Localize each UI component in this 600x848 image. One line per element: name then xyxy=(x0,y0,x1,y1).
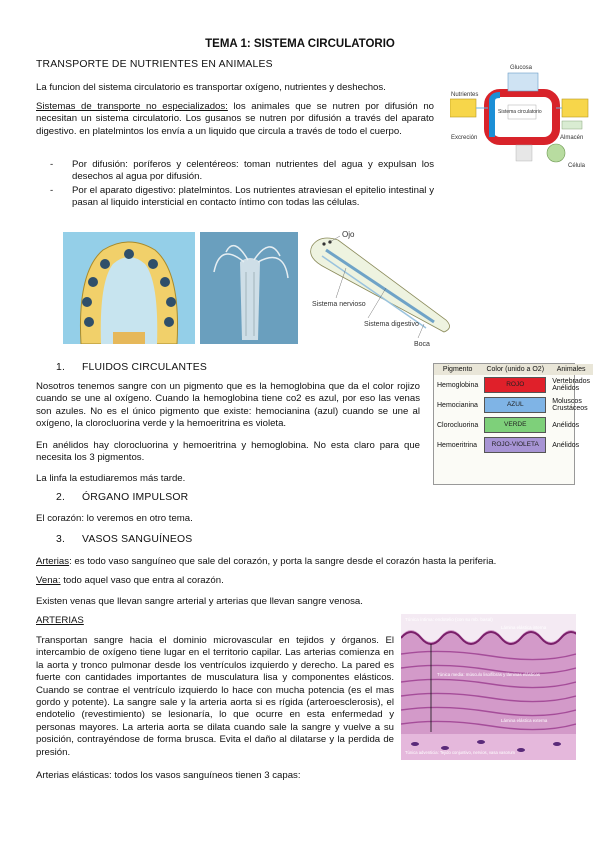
no-especializados-label: Sistemas de transporte no especializados: xyxy=(36,101,228,112)
vena-definition xyxy=(36,575,576,587)
organo-paragraph: El corazón: lo veremos en otro tema. xyxy=(36,513,193,524)
pigment-row xyxy=(434,395,593,415)
heading-vasos xyxy=(56,534,192,545)
page-title: TEMA 1: SISTEMA CIRCULATORIO xyxy=(205,38,395,50)
pigment-color-swatch: ROJO xyxy=(484,377,546,393)
section-heading-transporte: TRANSPORTE DE NUTRIENTES EN ANIMALES xyxy=(36,59,273,70)
heading-organo xyxy=(56,492,188,503)
diagram-label-almacen: Almacén xyxy=(560,135,584,141)
histology-svg xyxy=(401,614,576,760)
hydra-svg xyxy=(200,232,298,344)
pigment-row xyxy=(434,415,593,435)
heading-vasos-number: 3. xyxy=(56,534,66,545)
sponge-image xyxy=(63,232,195,344)
heading-organo-number: 2. xyxy=(56,492,66,503)
histology-label-adventicia: Túnica adventicia: Tejido conjuntivo, nervios, vasa vasorum xyxy=(405,750,516,755)
pigment-name: Hemocianina xyxy=(437,401,478,409)
flatworm-svg xyxy=(306,228,456,348)
arterias-label: Arterias xyxy=(36,556,70,567)
venas-arteriales-paragraph: Existen venas que llevan sangre arterial y arterias que llevan sangre venosa. xyxy=(36,596,363,607)
pigment-animals: Anélidos xyxy=(552,421,580,429)
flatworm-illustration xyxy=(306,228,456,348)
pigment-color-swatch: AZUL xyxy=(484,397,546,413)
histology-label-media: Túnica media: músculo liso/fibras y láminas elásticas xyxy=(437,672,540,677)
pigment-animals: Moluscos Crustáceos xyxy=(552,398,588,412)
pigment-header-color: Color (unido a O2) xyxy=(486,366,545,373)
circulatory-diagram-svg xyxy=(450,55,598,175)
pigment-header-animales: Animales xyxy=(556,366,586,373)
arterias-definition-text: : es todo vaso sanguíneo que sale del corazón, y porta la sangre desde el corazón hasta la periferia. xyxy=(69,556,497,567)
histology-label-intima: Túnica íntima: endotelio (con su mb. basal) xyxy=(405,617,493,622)
diagram-label-sistema: Sistema circulatorio xyxy=(498,109,542,115)
diagram-label-celula: Célula xyxy=(568,163,586,169)
diagram-label-excrecion: Excreción xyxy=(451,135,478,141)
hydra-image xyxy=(200,232,298,344)
flatworm-label-sistema-nervioso: Sistema nervioso xyxy=(312,301,366,308)
no-especializados-text: los animales que se nutren por difusión no necesitan un sistema circulatorio. Los gusanos se nutren por difusión a través del aparato digestivo. en platelmintos los envía a un liquido que circula a través de todo el cuerpo. xyxy=(36,101,434,137)
arterias-paragraph: Transportan sangre hacia el dominio microvascular en tejidos y órganos. El intercambio de oxígeno tiene lugar en el territorio capilar. Las arterias comienza en la aorta y tronco pulmonar desde los ventrículos izquierdo y derecho. La pared es fuerte con cantidades importantes de musculatura lisa y componentes elásticos. Cuando se contrae el ventrículo izquierdo lo hace con mucha potencia (es el mas gordo y potente). La sangre sale y la arteria aorta si es rígida (arteroesclerosis), el endotelio (revestimiento) se lesionaría, lo que ocurre en esta enfermedad y personas mayores. La arteria aorta se dilata cuando sale la sangre y vuelve a su posición, contrayéndose de forma brusca. Evita el daño al dilatarse y la perdida de presión. xyxy=(36,635,394,758)
heading-fluidos xyxy=(56,362,207,373)
heading-fluidos-text: FLUIDOS CIRCULANTES xyxy=(82,362,208,373)
heading-fluidos-number: 1. xyxy=(56,362,66,373)
intro-paragraph: La funcion del sistema circulatorio es transportar oxígeno, nutrientes y deshechos. xyxy=(36,82,386,93)
fluidos-paragraph-3: La linfa la estudiaremos más tarde. xyxy=(36,473,186,484)
bullet-aparato-digestivo: - Por el aparato digestivo: platelmintos. Los nutrientes atraviesan el epitelio intestinal y pasan al liquido intersticial en contacto íntimo con todas las células. xyxy=(46,185,434,210)
diagram-label-glucosa: Glucosa xyxy=(510,65,533,71)
pigment-name: Hemoeritrina xyxy=(437,441,478,449)
heading-organo-text: ÓRGANO IMPULSOR xyxy=(82,492,189,503)
pigment-table-box xyxy=(433,363,590,485)
transport-bullets xyxy=(46,159,434,210)
pigment-name: Hemoglobina xyxy=(437,381,479,389)
histology-label-elastica-interna: Lámina elástica interna xyxy=(501,625,547,630)
diagram-label-nutrientes: Nutrientes xyxy=(451,92,479,98)
fluidos-paragraph-1: Nosotros tenemos sangre con un pigmento que es la hemoglobina que da el color rojizo cuando se une al oxígeno. Cuando la hemoglobina tiene co2 es azul, por eso las venas son azules. No es el único pigmento que existe: hemocianina (azul) cuando se une al oxígeno, la clorocluorina verde y la hemoeritrina es violeta. xyxy=(36,381,420,430)
artery-histology-image xyxy=(401,614,576,760)
pigment-name: Clorocluorina xyxy=(437,421,479,429)
pigment-animals: Anélidos xyxy=(552,441,580,449)
arterias-definition xyxy=(36,556,576,568)
heading-vasos-text: VASOS SANGUÍNEOS xyxy=(82,534,193,545)
pigment-color-swatch: VERDE xyxy=(484,417,546,433)
pigment-animals: Vertebrados Anélidos xyxy=(552,378,590,392)
circulatory-diagram xyxy=(450,55,598,175)
pigment-color-swatch: ROJO-VIOLETA xyxy=(484,437,546,453)
no-especializados-paragraph xyxy=(36,101,434,138)
arterias-heading: ARTERIAS xyxy=(36,615,84,626)
flatworm-label-boca: Boca xyxy=(414,341,430,348)
pigment-header-pigmento: Pigmento xyxy=(442,366,473,373)
sponge-svg xyxy=(63,232,195,344)
vena-definition-text: todo aquel vaso que entra al corazón. xyxy=(60,575,224,586)
flatworm-label-sistema-digestivo: Sistema digestivo xyxy=(364,321,419,328)
histology-label-elastica-externa: Lámina elástica externa xyxy=(501,718,548,723)
bullet-difusion: - Por difusión: poríferos y celentéreos: toman nutrientes del agua y expulsan los desechos al agua por difusión. xyxy=(46,159,434,184)
fluidos-paragraph-2: En anélidos hay clorocluorina y hemoeritrina y hemoglobina. No esta claro para que necesita los 3 pigmentos. xyxy=(36,440,420,464)
pigment-row xyxy=(434,435,593,455)
flatworm-label-ojo: Ojo xyxy=(342,230,355,239)
pigment-table xyxy=(434,364,593,455)
pigment-row xyxy=(434,375,593,395)
arterias-elasticas-paragraph: Arterias elásticas: todos los vasos sanguíneos tienen 3 capas: xyxy=(36,770,301,781)
vena-label: Vena: xyxy=(36,575,61,586)
